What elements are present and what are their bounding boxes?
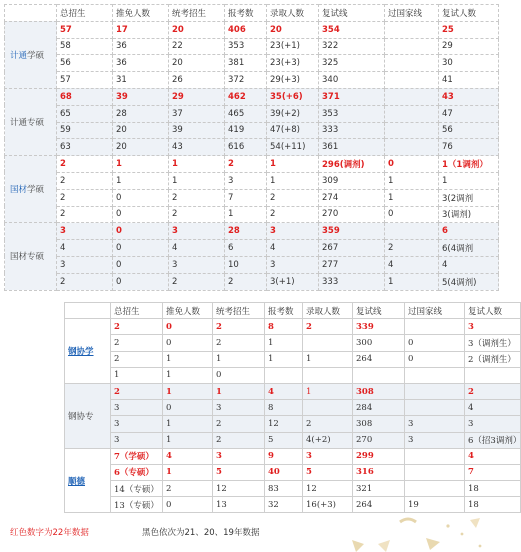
table-cell: 2 bbox=[169, 206, 225, 223]
table-cell bbox=[303, 335, 353, 351]
table-cell: 361 bbox=[319, 139, 385, 156]
table-cell: 4 bbox=[265, 383, 303, 399]
table-cell: 372 bbox=[225, 72, 267, 89]
table-cell: 5 bbox=[303, 464, 353, 480]
table-cell: 7 bbox=[225, 189, 267, 206]
table-cell bbox=[385, 223, 439, 240]
table-row bbox=[5, 72, 499, 89]
table-cell: 3 bbox=[57, 223, 113, 240]
table-cell: 1 bbox=[439, 172, 499, 189]
table-cell bbox=[385, 38, 439, 55]
table-cell: 296(调剂) bbox=[319, 156, 385, 173]
table-cell: 0 bbox=[113, 273, 169, 290]
program-label[interactable]: 钢协学 bbox=[65, 319, 111, 384]
table-cell: 36 bbox=[113, 38, 169, 55]
table-cell: 3 bbox=[465, 319, 521, 335]
table-cell: 322 bbox=[319, 38, 385, 55]
table-cell: 371 bbox=[319, 88, 385, 105]
legend-red-note: 红色数字为22年数据 bbox=[10, 528, 89, 538]
table-cell: 39(+2) bbox=[267, 105, 319, 122]
header-cell: 复试线 bbox=[353, 303, 405, 319]
table-cell: 12 bbox=[265, 416, 303, 432]
table-cell: 0 bbox=[163, 319, 213, 335]
table-cell: 2 bbox=[303, 319, 353, 335]
program-label bbox=[5, 88, 57, 155]
table-cell: 3 bbox=[465, 416, 521, 432]
table-cell: 1 bbox=[267, 172, 319, 189]
table-cell: 4 bbox=[169, 240, 225, 257]
table-cell: 20 bbox=[169, 21, 225, 38]
table-cell: 3(调剂) bbox=[439, 206, 499, 223]
table-cell: 6(4调剂 bbox=[439, 240, 499, 257]
table-cell: 3 bbox=[169, 256, 225, 273]
header-cell: 报考数 bbox=[225, 5, 267, 22]
program-link[interactable]: 计通 bbox=[10, 50, 28, 61]
table-cell: 63 bbox=[57, 139, 113, 156]
table-cell: 37 bbox=[169, 105, 225, 122]
table-cell: 19 bbox=[405, 497, 465, 513]
table-cell: 4 bbox=[163, 448, 213, 464]
table-cell: 0 bbox=[163, 335, 213, 351]
table-cell: 2 bbox=[213, 432, 265, 448]
table-row bbox=[65, 448, 521, 464]
table-cell: 1 bbox=[303, 351, 353, 367]
table-cell: 23(+3) bbox=[267, 55, 319, 72]
table-cell: 1 bbox=[163, 464, 213, 480]
header-cell: 复试线 bbox=[319, 5, 385, 22]
table-cell: 308 bbox=[353, 416, 405, 432]
table-row bbox=[65, 383, 521, 399]
table-cell: 3 bbox=[169, 223, 225, 240]
table-cell: 0 bbox=[113, 223, 169, 240]
table-cell bbox=[405, 400, 465, 416]
table-cell: 321 bbox=[353, 481, 405, 497]
header-cell: 统考招生 bbox=[169, 5, 225, 22]
table-cell: 1 bbox=[163, 416, 213, 432]
table-cell bbox=[405, 367, 465, 383]
table-cell: 462 bbox=[225, 88, 267, 105]
table-cell: 56 bbox=[439, 122, 499, 139]
table-cell: 3 bbox=[225, 172, 267, 189]
table-cell: 0 bbox=[113, 206, 169, 223]
table-row bbox=[5, 21, 499, 38]
table-cell: 2 bbox=[57, 156, 113, 173]
table-cell: 2（调剂生） bbox=[465, 351, 521, 367]
table-row bbox=[5, 139, 499, 156]
table-2-left-margin bbox=[4, 302, 64, 510]
table-cell: 3(2调剂 bbox=[439, 189, 499, 206]
table-cell: 3 bbox=[303, 448, 353, 464]
table-cell: 18 bbox=[465, 497, 521, 513]
table-cell: 354 bbox=[319, 21, 385, 38]
table-cell: 7 bbox=[465, 464, 521, 480]
table-cell: 406 bbox=[225, 21, 267, 38]
table-cell: 43 bbox=[439, 88, 499, 105]
table-cell: 1 bbox=[169, 172, 225, 189]
table-cell: 1（1调剂） bbox=[439, 156, 499, 173]
table-cell: 0 bbox=[113, 189, 169, 206]
header-cell: 推免人数 bbox=[113, 5, 169, 22]
table-cell: 2 bbox=[111, 351, 163, 367]
table-cell: 284 bbox=[353, 400, 405, 416]
table-cell: 39 bbox=[169, 122, 225, 139]
table-row bbox=[5, 206, 499, 223]
table-row bbox=[5, 55, 499, 72]
table-row bbox=[65, 400, 521, 416]
table-cell: 4 bbox=[385, 256, 439, 273]
table-cell: 12 bbox=[213, 481, 265, 497]
table-row bbox=[5, 88, 499, 105]
table-cell: 6 bbox=[225, 240, 267, 257]
header-cell: 报考数 bbox=[265, 303, 303, 319]
table-cell: 23(+1) bbox=[267, 38, 319, 55]
table-cell: 0 bbox=[405, 351, 465, 367]
table-cell: 270 bbox=[319, 206, 385, 223]
table-cell bbox=[405, 481, 465, 497]
table-cell: 4 bbox=[439, 256, 499, 273]
program-type: 学硕 bbox=[27, 185, 45, 196]
table-cell: 2 bbox=[267, 189, 319, 206]
table-cell: 20 bbox=[113, 122, 169, 139]
table-cell: 277 bbox=[319, 256, 385, 273]
table-cell bbox=[303, 367, 353, 383]
table-cell bbox=[465, 367, 521, 383]
table-cell: 419 bbox=[225, 122, 267, 139]
table-cell: 8 bbox=[265, 400, 303, 416]
table-row bbox=[5, 38, 499, 55]
table-cell: 6 bbox=[439, 223, 499, 240]
table-cell: 1 bbox=[113, 172, 169, 189]
header-cell bbox=[5, 5, 57, 22]
table-cell: 29 bbox=[169, 88, 225, 105]
table-row bbox=[5, 256, 499, 273]
legend-black-note: 黑色依次为21、20、19年数据 bbox=[142, 528, 260, 538]
program-type: 计通专硕 bbox=[10, 118, 45, 129]
table-cell: 47 bbox=[439, 105, 499, 122]
table-cell: 3 bbox=[213, 448, 265, 464]
table-cell: 3 bbox=[267, 223, 319, 240]
table-cell: 3 bbox=[111, 432, 163, 448]
table-cell: 6（专硕） bbox=[111, 464, 163, 480]
table-cell: 2 bbox=[169, 273, 225, 290]
table-cell: 4(+2) bbox=[303, 432, 353, 448]
table-row bbox=[5, 122, 499, 139]
table-cell: 0 bbox=[113, 256, 169, 273]
table-cell: 8 bbox=[265, 319, 303, 335]
table-row bbox=[65, 335, 521, 351]
table-cell: 2 bbox=[267, 206, 319, 223]
header-cell: 录取人数 bbox=[267, 5, 319, 22]
table-cell bbox=[265, 367, 303, 383]
table-cell: 4 bbox=[465, 448, 521, 464]
table-cell: 6（招3调剂） bbox=[465, 432, 521, 448]
table-cell: 9 bbox=[265, 448, 303, 464]
table-cell: 299 bbox=[353, 448, 405, 464]
footer-notes bbox=[0, 514, 502, 552]
table-cell: 36 bbox=[113, 55, 169, 72]
table-cell: 3（调剂生） bbox=[465, 335, 521, 351]
table-cell: 5(4调剂) bbox=[439, 273, 499, 290]
table-cell: 43 bbox=[169, 139, 225, 156]
table-cell: 20 bbox=[169, 55, 225, 72]
table-cell: 1 bbox=[267, 156, 319, 173]
table-cell: 339 bbox=[353, 319, 405, 335]
table-cell: 13 bbox=[213, 497, 265, 513]
table-cell bbox=[405, 464, 465, 480]
table-cell: 616 bbox=[225, 139, 267, 156]
table-cell: 2 bbox=[57, 273, 113, 290]
table-cell: 2 bbox=[163, 481, 213, 497]
table-cell: 2 bbox=[213, 319, 265, 335]
table-cell: 1 bbox=[265, 351, 303, 367]
table-cell: 57 bbox=[57, 72, 113, 89]
header-cell: 录取人数 bbox=[303, 303, 353, 319]
table-cell: 353 bbox=[319, 105, 385, 122]
table-cell: 5 bbox=[213, 464, 265, 480]
header-cell: 过国家线 bbox=[385, 5, 439, 22]
table-cell: 28 bbox=[225, 223, 267, 240]
program-label[interactable]: 顺德 bbox=[65, 448, 111, 513]
table-cell: 1 bbox=[385, 172, 439, 189]
table-cell: 1 bbox=[385, 189, 439, 206]
program-label bbox=[5, 223, 57, 290]
table-cell: 0 bbox=[113, 240, 169, 257]
table-cell: 3 bbox=[111, 400, 163, 416]
program-label bbox=[5, 156, 57, 223]
table-cell: 57 bbox=[57, 21, 113, 38]
program-link[interactable]: 国材 bbox=[10, 185, 28, 196]
table-cell: 2 bbox=[303, 416, 353, 432]
table-row bbox=[65, 464, 521, 480]
table-cell: 4 bbox=[465, 400, 521, 416]
table-cell: 4 bbox=[57, 240, 113, 257]
table-cell: 325 bbox=[319, 55, 385, 72]
table-cell: 270 bbox=[353, 432, 405, 448]
table-cell bbox=[385, 139, 439, 156]
table-cell: 5 bbox=[265, 432, 303, 448]
table-row bbox=[65, 319, 521, 335]
table-cell: 58 bbox=[57, 38, 113, 55]
table-cell: 16(+3) bbox=[303, 497, 353, 513]
table-cell: 18 bbox=[465, 481, 521, 497]
table-cell: 267 bbox=[319, 240, 385, 257]
table-cell: 3 bbox=[405, 416, 465, 432]
table-cell: 35(+6) bbox=[267, 88, 319, 105]
table-cell: 0 bbox=[213, 367, 265, 383]
table-cell bbox=[405, 448, 465, 464]
table-cell: 1 bbox=[169, 156, 225, 173]
admission-table-1 bbox=[4, 4, 499, 291]
table-row bbox=[65, 367, 521, 383]
table-cell: 12 bbox=[303, 481, 353, 497]
decorative-shapes bbox=[330, 514, 502, 552]
table-cell: 2 bbox=[57, 172, 113, 189]
table-cell: 465 bbox=[225, 105, 267, 122]
table-cell: 381 bbox=[225, 55, 267, 72]
table-cell: 2 bbox=[111, 319, 163, 335]
table-cell: 4 bbox=[267, 240, 319, 257]
table-cell: 264 bbox=[353, 497, 405, 513]
table-cell: 2 bbox=[57, 206, 113, 223]
table-cell: 1 bbox=[163, 432, 213, 448]
table-cell: 3 bbox=[213, 400, 265, 416]
table-cell bbox=[405, 319, 465, 335]
table-row bbox=[65, 351, 521, 367]
table-cell: 1 bbox=[225, 206, 267, 223]
header-cell: 复试人数 bbox=[465, 303, 521, 319]
header-cell: 推免人数 bbox=[163, 303, 213, 319]
table-cell: 0 bbox=[385, 206, 439, 223]
table-cell: 26 bbox=[169, 72, 225, 89]
table-cell: 264 bbox=[353, 351, 405, 367]
table-cell: 32 bbox=[265, 497, 303, 513]
program-label: 钢协专 bbox=[65, 383, 111, 448]
table-cell: 31 bbox=[113, 72, 169, 89]
table-cell bbox=[385, 105, 439, 122]
program-type: 国材专硕 bbox=[10, 252, 45, 263]
table-cell: 29 bbox=[439, 38, 499, 55]
table-cell: 2 bbox=[57, 189, 113, 206]
table-cell: 1 bbox=[265, 335, 303, 351]
table-cell: 10 bbox=[225, 256, 267, 273]
table-cell bbox=[385, 122, 439, 139]
table-cell: 1 bbox=[113, 156, 169, 173]
table-row bbox=[5, 189, 499, 206]
table-cell: 333 bbox=[319, 273, 385, 290]
table-row bbox=[5, 105, 499, 122]
table-header-row bbox=[65, 303, 521, 319]
table-row bbox=[5, 223, 499, 240]
table-cell: 0 bbox=[163, 400, 213, 416]
table-cell: 1 bbox=[213, 351, 265, 367]
table-cell: 274 bbox=[319, 189, 385, 206]
table-cell: 2 bbox=[385, 240, 439, 257]
table-cell: 83 bbox=[265, 481, 303, 497]
header-cell: 总招生 bbox=[111, 303, 163, 319]
table-cell: 0 bbox=[163, 497, 213, 513]
program-label bbox=[5, 21, 57, 88]
table-cell: 2 bbox=[111, 383, 163, 399]
table-row bbox=[5, 240, 499, 257]
table-cell: 59 bbox=[57, 122, 113, 139]
table-cell: 47(+8) bbox=[267, 122, 319, 139]
table-cell: 1 bbox=[303, 383, 353, 399]
header-cell: 总招生 bbox=[57, 5, 113, 22]
program-type: 学硕 bbox=[27, 50, 45, 61]
table-cell: 14（专硕） bbox=[111, 481, 163, 497]
table-cell bbox=[385, 72, 439, 89]
table-row bbox=[5, 156, 499, 173]
table-cell: 2 bbox=[465, 383, 521, 399]
table-cell: 25 bbox=[439, 21, 499, 38]
table-cell: 76 bbox=[439, 139, 499, 156]
table-cell: 1 bbox=[111, 367, 163, 383]
table-cell bbox=[405, 383, 465, 399]
header-cell: 复试人数 bbox=[439, 5, 499, 22]
admission-table-2 bbox=[64, 302, 521, 513]
table-row bbox=[65, 497, 521, 513]
table-cell: 309 bbox=[319, 172, 385, 189]
table-cell: 20 bbox=[113, 139, 169, 156]
table-cell: 2 bbox=[213, 335, 265, 351]
table-cell: 359 bbox=[319, 223, 385, 240]
table-cell bbox=[353, 367, 405, 383]
table-cell: 1 bbox=[163, 367, 213, 383]
table-cell bbox=[385, 88, 439, 105]
table-row bbox=[5, 273, 499, 290]
table-cell: 40 bbox=[265, 464, 303, 480]
table-cell: 353 bbox=[225, 38, 267, 55]
table-cell: 2 bbox=[225, 273, 267, 290]
table-cell: 2 bbox=[111, 335, 163, 351]
table-cell: 41 bbox=[439, 72, 499, 89]
table-cell bbox=[385, 55, 439, 72]
table-row bbox=[5, 172, 499, 189]
table-cell: 0 bbox=[385, 156, 439, 173]
table-cell: 22 bbox=[169, 38, 225, 55]
table-cell: 65 bbox=[57, 105, 113, 122]
table-cell: 1 bbox=[213, 383, 265, 399]
table-cell: 2 bbox=[169, 189, 225, 206]
table-cell: 3 bbox=[405, 432, 465, 448]
table-cell: 29(+3) bbox=[267, 72, 319, 89]
table-header-row bbox=[5, 5, 499, 22]
table-cell: 3 bbox=[57, 256, 113, 273]
table-cell: 316 bbox=[353, 464, 405, 480]
table-cell: 39 bbox=[113, 88, 169, 105]
header-cell bbox=[65, 303, 111, 319]
header-cell: 统考招生 bbox=[213, 303, 265, 319]
table-cell: 56 bbox=[57, 55, 113, 72]
table-cell: 0 bbox=[405, 335, 465, 351]
table-cell: 1 bbox=[385, 273, 439, 290]
table-cell: 2 bbox=[213, 416, 265, 432]
table-cell bbox=[385, 21, 439, 38]
table-cell: 20 bbox=[267, 21, 319, 38]
table-cell: 13（专硕） bbox=[111, 497, 163, 513]
table-cell: 2 bbox=[225, 156, 267, 173]
table-cell: 1 bbox=[163, 383, 213, 399]
table-cell: 3 bbox=[111, 416, 163, 432]
table-row bbox=[65, 481, 521, 497]
table-cell: 340 bbox=[319, 72, 385, 89]
table-cell: 3(+1) bbox=[267, 273, 319, 290]
table-cell: 3 bbox=[267, 256, 319, 273]
table-cell: 54(+11) bbox=[267, 139, 319, 156]
table-row bbox=[65, 432, 521, 448]
table-cell: 28 bbox=[113, 105, 169, 122]
table-cell: 1 bbox=[163, 351, 213, 367]
table-cell: 30 bbox=[439, 55, 499, 72]
table-cell: 333 bbox=[319, 122, 385, 139]
table-row bbox=[65, 416, 521, 432]
table-cell: 17 bbox=[113, 21, 169, 38]
table-cell: 308 bbox=[353, 383, 405, 399]
table-cell: 7（学硕） bbox=[111, 448, 163, 464]
table-cell: 68 bbox=[57, 88, 113, 105]
table-cell: 300 bbox=[353, 335, 405, 351]
header-cell: 过国家线 bbox=[405, 303, 465, 319]
table-cell bbox=[303, 400, 353, 416]
